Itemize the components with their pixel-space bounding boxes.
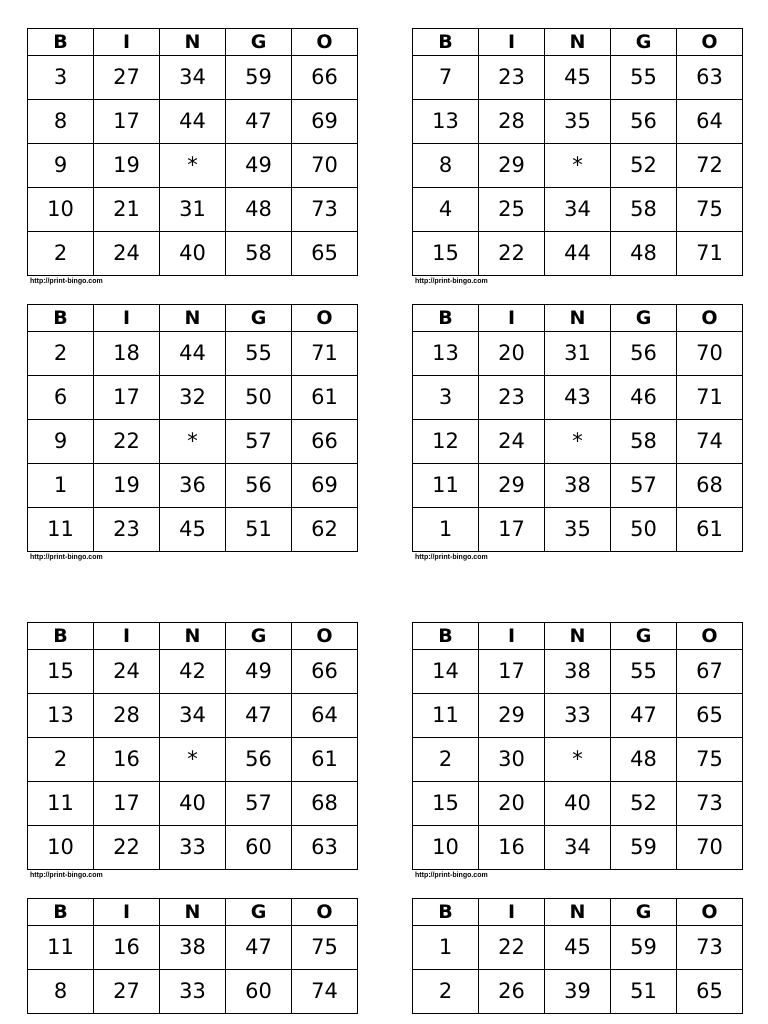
number-row xyxy=(413,826,743,870)
credit-text: http://print-bingo.com xyxy=(415,278,488,285)
bingo-card-5 xyxy=(27,622,358,880)
number-cell: 22 xyxy=(479,232,545,276)
number-cell: 38 xyxy=(160,926,226,970)
bingo-card-8 xyxy=(412,898,743,1014)
column-header: O xyxy=(292,29,358,56)
number-cell: 13 xyxy=(28,694,94,738)
column-header: O xyxy=(292,899,358,926)
number-row xyxy=(413,650,743,694)
number-cell: 31 xyxy=(545,332,611,376)
number-cell: 51 xyxy=(226,508,292,552)
header-row xyxy=(28,899,358,926)
number-cell: 16 xyxy=(479,826,545,870)
number-cell: 22 xyxy=(94,420,160,464)
number-cell: 57 xyxy=(226,782,292,826)
column-header: B xyxy=(28,29,94,56)
number-cell: 49 xyxy=(226,144,292,188)
number-cell: 71 xyxy=(677,232,743,276)
number-row xyxy=(28,232,358,276)
number-cell: 73 xyxy=(292,188,358,232)
number-row xyxy=(28,100,358,144)
number-row xyxy=(28,970,358,1014)
number-cell: 17 xyxy=(479,508,545,552)
number-cell: 3 xyxy=(28,56,94,100)
number-cell: 14 xyxy=(413,650,479,694)
number-cell: 23 xyxy=(479,376,545,420)
number-cell: 12 xyxy=(413,420,479,464)
column-header: N xyxy=(160,623,226,650)
number-cell: 71 xyxy=(292,332,358,376)
number-row xyxy=(413,332,743,376)
number-cell: 47 xyxy=(226,926,292,970)
number-cell: 68 xyxy=(292,782,358,826)
number-row xyxy=(28,508,358,552)
number-cell: 2 xyxy=(413,738,479,782)
number-row xyxy=(28,782,358,826)
column-header: O xyxy=(677,623,743,650)
number-cell: 6 xyxy=(28,376,94,420)
bingo-grid xyxy=(27,622,358,870)
number-cell: 10 xyxy=(413,826,479,870)
number-cell: 50 xyxy=(226,376,292,420)
header-row xyxy=(28,623,358,650)
number-cell: 57 xyxy=(611,464,677,508)
number-cell: 19 xyxy=(94,464,160,508)
number-cell: 66 xyxy=(292,420,358,464)
number-cell: 48 xyxy=(611,738,677,782)
free-space-cell: * xyxy=(545,738,611,782)
number-cell: 34 xyxy=(160,56,226,100)
column-header: G xyxy=(611,305,677,332)
number-cell: 16 xyxy=(94,738,160,782)
number-cell: 20 xyxy=(479,332,545,376)
number-cell: 15 xyxy=(413,782,479,826)
number-cell: 56 xyxy=(226,738,292,782)
number-cell: 50 xyxy=(611,508,677,552)
number-row xyxy=(413,464,743,508)
number-cell: 2 xyxy=(28,738,94,782)
column-header: G xyxy=(226,29,292,56)
number-cell: 16 xyxy=(94,926,160,970)
number-cell: 11 xyxy=(413,694,479,738)
bingo-card-3 xyxy=(27,304,358,562)
column-header: O xyxy=(677,29,743,56)
number-cell: 25 xyxy=(479,188,545,232)
number-cell: 35 xyxy=(545,508,611,552)
column-header: I xyxy=(94,305,160,332)
number-cell: 51 xyxy=(611,970,677,1014)
number-cell: 57 xyxy=(226,420,292,464)
number-cell: 23 xyxy=(479,56,545,100)
column-header: G xyxy=(226,305,292,332)
number-row xyxy=(28,464,358,508)
bingo-grid xyxy=(27,304,358,552)
credit-text: http://print-bingo.com xyxy=(30,278,103,285)
number-cell: 47 xyxy=(226,694,292,738)
number-cell: 75 xyxy=(677,738,743,782)
column-header: N xyxy=(545,29,611,56)
number-cell: 13 xyxy=(413,100,479,144)
number-cell: 66 xyxy=(292,650,358,694)
column-header: G xyxy=(611,29,677,56)
number-cell: 47 xyxy=(226,100,292,144)
number-cell: 22 xyxy=(479,926,545,970)
number-cell: 65 xyxy=(677,694,743,738)
number-cell: 73 xyxy=(677,782,743,826)
number-cell: 67 xyxy=(677,650,743,694)
number-cell: 42 xyxy=(160,650,226,694)
free-space-cell: * xyxy=(160,738,226,782)
number-cell: 63 xyxy=(677,56,743,100)
number-cell: 56 xyxy=(611,100,677,144)
number-row xyxy=(28,826,358,870)
number-cell: 8 xyxy=(413,144,479,188)
number-row xyxy=(413,56,743,100)
number-cell: 68 xyxy=(677,464,743,508)
column-header: G xyxy=(226,623,292,650)
number-cell: 59 xyxy=(226,56,292,100)
number-cell: 29 xyxy=(479,464,545,508)
number-cell: 39 xyxy=(545,970,611,1014)
number-cell: 59 xyxy=(611,826,677,870)
number-cell: 23 xyxy=(94,508,160,552)
number-row xyxy=(28,188,358,232)
number-cell: 49 xyxy=(226,650,292,694)
number-row xyxy=(413,738,743,782)
number-row xyxy=(28,376,358,420)
bingo-card-4 xyxy=(412,304,743,562)
column-header: N xyxy=(545,305,611,332)
number-cell: 45 xyxy=(545,56,611,100)
number-cell: 29 xyxy=(479,694,545,738)
number-cell: 56 xyxy=(226,464,292,508)
number-cell: 43 xyxy=(545,376,611,420)
number-cell: 55 xyxy=(226,332,292,376)
number-cell: 61 xyxy=(677,508,743,552)
column-header: N xyxy=(160,305,226,332)
number-row xyxy=(413,100,743,144)
number-cell: 30 xyxy=(479,738,545,782)
number-row xyxy=(413,970,743,1014)
number-cell: 11 xyxy=(28,782,94,826)
number-row xyxy=(28,694,358,738)
number-cell: 70 xyxy=(292,144,358,188)
number-cell: 2 xyxy=(413,970,479,1014)
free-space-cell: * xyxy=(545,144,611,188)
column-header: B xyxy=(413,899,479,926)
number-cell: 17 xyxy=(94,100,160,144)
number-cell: 33 xyxy=(160,826,226,870)
column-header: B xyxy=(28,899,94,926)
bingo-card-1 xyxy=(27,28,358,286)
column-header: O xyxy=(292,305,358,332)
number-cell: 15 xyxy=(413,232,479,276)
number-cell: 1 xyxy=(28,464,94,508)
number-cell: 48 xyxy=(611,232,677,276)
header-row xyxy=(28,29,358,56)
header-row xyxy=(28,305,358,332)
number-row xyxy=(413,926,743,970)
header-row xyxy=(413,623,743,650)
number-cell: 44 xyxy=(545,232,611,276)
number-cell: 19 xyxy=(94,144,160,188)
number-row xyxy=(413,188,743,232)
column-header: G xyxy=(611,623,677,650)
number-row xyxy=(413,508,743,552)
bingo-grid xyxy=(27,898,358,1014)
number-row xyxy=(413,420,743,464)
number-cell: 60 xyxy=(226,970,292,1014)
column-header: N xyxy=(545,623,611,650)
bingo-grid xyxy=(412,304,743,552)
number-cell: 52 xyxy=(611,782,677,826)
number-cell: 17 xyxy=(94,782,160,826)
number-cell: 61 xyxy=(292,738,358,782)
column-header: I xyxy=(94,29,160,56)
column-header: I xyxy=(94,899,160,926)
number-cell: 11 xyxy=(28,926,94,970)
number-cell: 70 xyxy=(677,332,743,376)
number-cell: 34 xyxy=(545,826,611,870)
bingo-card-7 xyxy=(27,898,358,1014)
number-row xyxy=(28,56,358,100)
number-row xyxy=(28,738,358,782)
number-cell: 28 xyxy=(94,694,160,738)
number-cell: 29 xyxy=(479,144,545,188)
column-header: B xyxy=(413,623,479,650)
credit-text: http://print-bingo.com xyxy=(30,872,103,879)
number-cell: 44 xyxy=(160,100,226,144)
number-cell: 17 xyxy=(479,650,545,694)
number-cell: 8 xyxy=(28,970,94,1014)
bingo-grid xyxy=(412,898,743,1014)
number-cell: 35 xyxy=(545,100,611,144)
number-cell: 61 xyxy=(292,376,358,420)
number-cell: 74 xyxy=(292,970,358,1014)
column-header: I xyxy=(479,623,545,650)
number-cell: 59 xyxy=(611,926,677,970)
number-cell: 10 xyxy=(28,826,94,870)
number-cell: 38 xyxy=(545,650,611,694)
column-header: I xyxy=(479,305,545,332)
number-cell: 11 xyxy=(413,464,479,508)
number-row xyxy=(28,144,358,188)
column-header: N xyxy=(545,899,611,926)
number-cell: 58 xyxy=(611,188,677,232)
number-cell: 40 xyxy=(160,782,226,826)
number-cell: 55 xyxy=(611,56,677,100)
column-header: G xyxy=(611,899,677,926)
free-space-cell: * xyxy=(160,144,226,188)
number-cell: 15 xyxy=(28,650,94,694)
number-cell: 65 xyxy=(677,970,743,1014)
number-row xyxy=(28,332,358,376)
column-header: O xyxy=(292,623,358,650)
number-cell: 11 xyxy=(28,508,94,552)
number-cell: 52 xyxy=(611,144,677,188)
number-row xyxy=(413,376,743,420)
column-header: B xyxy=(28,305,94,332)
number-cell: 65 xyxy=(292,232,358,276)
number-cell: 47 xyxy=(611,694,677,738)
number-cell: 71 xyxy=(677,376,743,420)
column-header: N xyxy=(160,899,226,926)
number-cell: 45 xyxy=(160,508,226,552)
header-row xyxy=(413,899,743,926)
number-cell: 62 xyxy=(292,508,358,552)
bingo-grid xyxy=(412,28,743,276)
column-header: B xyxy=(413,305,479,332)
header-row xyxy=(413,305,743,332)
credit-text: http://print-bingo.com xyxy=(415,872,488,879)
number-cell: 75 xyxy=(292,926,358,970)
column-header: N xyxy=(160,29,226,56)
column-header: O xyxy=(677,899,743,926)
number-cell: 73 xyxy=(677,926,743,970)
column-header: B xyxy=(413,29,479,56)
free-space-cell: * xyxy=(545,420,611,464)
number-cell: 22 xyxy=(94,826,160,870)
column-header: I xyxy=(479,29,545,56)
number-cell: 60 xyxy=(226,826,292,870)
number-cell: 58 xyxy=(611,420,677,464)
column-header: I xyxy=(479,899,545,926)
number-cell: 31 xyxy=(160,188,226,232)
number-row xyxy=(413,232,743,276)
number-cell: 24 xyxy=(479,420,545,464)
number-cell: 27 xyxy=(94,56,160,100)
number-cell: 27 xyxy=(94,970,160,1014)
number-row xyxy=(413,144,743,188)
number-cell: 17 xyxy=(94,376,160,420)
number-cell: 33 xyxy=(160,970,226,1014)
number-cell: 46 xyxy=(611,376,677,420)
number-cell: 56 xyxy=(611,332,677,376)
number-cell: 26 xyxy=(479,970,545,1014)
number-cell: 58 xyxy=(226,232,292,276)
number-cell: 9 xyxy=(28,144,94,188)
number-cell: 32 xyxy=(160,376,226,420)
number-cell: 72 xyxy=(677,144,743,188)
number-cell: 13 xyxy=(413,332,479,376)
bingo-grid xyxy=(27,28,358,276)
credit-text: http://print-bingo.com xyxy=(30,554,103,561)
number-cell: 69 xyxy=(292,464,358,508)
number-cell: 70 xyxy=(677,826,743,870)
number-cell: 69 xyxy=(292,100,358,144)
number-cell: 64 xyxy=(677,100,743,144)
number-cell: 40 xyxy=(160,232,226,276)
number-cell: 55 xyxy=(611,650,677,694)
number-cell: 45 xyxy=(545,926,611,970)
number-cell: 40 xyxy=(545,782,611,826)
number-cell: 7 xyxy=(413,56,479,100)
number-cell: 75 xyxy=(677,188,743,232)
number-row xyxy=(413,782,743,826)
number-row xyxy=(28,650,358,694)
number-row xyxy=(413,694,743,738)
number-cell: 74 xyxy=(677,420,743,464)
number-cell: 28 xyxy=(479,100,545,144)
number-cell: 44 xyxy=(160,332,226,376)
number-cell: 63 xyxy=(292,826,358,870)
bingo-grid xyxy=(412,622,743,870)
number-cell: 21 xyxy=(94,188,160,232)
number-cell: 34 xyxy=(545,188,611,232)
number-cell: 24 xyxy=(94,650,160,694)
number-cell: 48 xyxy=(226,188,292,232)
bingo-card-2 xyxy=(412,28,743,286)
number-cell: 1 xyxy=(413,508,479,552)
number-cell: 18 xyxy=(94,332,160,376)
number-cell: 2 xyxy=(28,332,94,376)
column-header: B xyxy=(28,623,94,650)
number-cell: 38 xyxy=(545,464,611,508)
number-cell: 24 xyxy=(94,232,160,276)
number-cell: 34 xyxy=(160,694,226,738)
number-cell: 33 xyxy=(545,694,611,738)
credit-text: http://print-bingo.com xyxy=(415,554,488,561)
number-cell: 36 xyxy=(160,464,226,508)
column-header: I xyxy=(94,623,160,650)
number-cell: 8 xyxy=(28,100,94,144)
header-row xyxy=(413,29,743,56)
number-cell: 3 xyxy=(413,376,479,420)
column-header: G xyxy=(226,899,292,926)
number-cell: 1 xyxy=(413,926,479,970)
number-cell: 20 xyxy=(479,782,545,826)
number-cell: 9 xyxy=(28,420,94,464)
number-cell: 66 xyxy=(292,56,358,100)
number-cell: 2 xyxy=(28,232,94,276)
free-space-cell: * xyxy=(160,420,226,464)
number-cell: 4 xyxy=(413,188,479,232)
number-cell: 10 xyxy=(28,188,94,232)
number-row xyxy=(28,420,358,464)
number-cell: 64 xyxy=(292,694,358,738)
number-row xyxy=(28,926,358,970)
column-header: O xyxy=(677,305,743,332)
bingo-card-6 xyxy=(412,622,743,880)
